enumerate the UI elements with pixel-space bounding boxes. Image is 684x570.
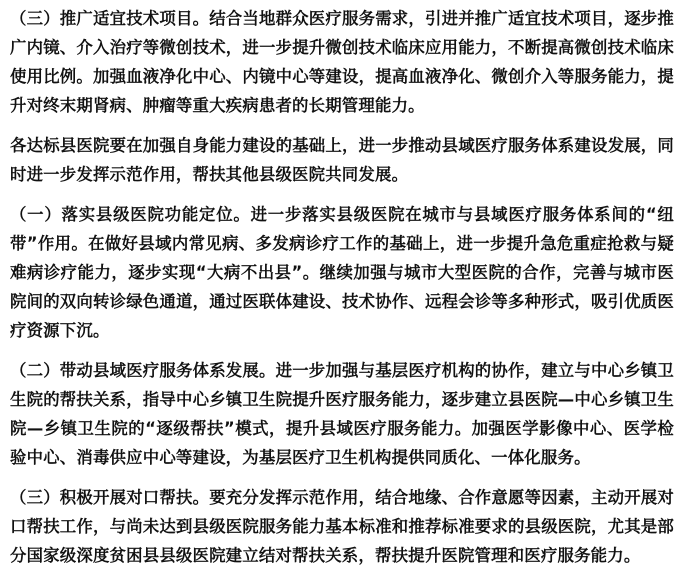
paragraph-paired-assistance: （三）积极开展对口帮扶。要充分发挥示范作用，结合地缘、合作意愿等因素，主动开展对口帮扶工作，与尚未达到县级医院服务能力基本标准和推荐标准要求的县级医院，尤其是部分国家级深度贫困县县级医院建立结对帮扶关系，帮扶提升医院管理和医疗服务能力。 <box>10 488 674 565</box>
paragraph-promote-appropriate-technology: （三）推广适宜技术项目。结合当地群众医疗服务需求，引进并推广适宜技术项目，逐步推广内镜、介入治疗等微创技术，进一步提升微创技术临床应用能力，不断提高微创技术临床使用比例。加强血液净化中心、内镜中心等建设，提高血液净化、微创介入等服务能力，提升对终末期肾病、肿瘤等重大疾病患者的长期管理能力。 <box>10 9 674 115</box>
paragraph-county-medical-system: （二）带动县域医疗服务体系发展。进一步加强与基层医疗机构的协作，建立与中心乡镇卫生院的帮扶关系，指导中心乡镇卫生院提升医疗服务能力，逐步建立县医院—中心乡镇卫生院—乡镇卫生院的“逐级帮扶”模式，提升县域医疗服务能力。加强医学影像中心、医学检验中心、消毒供应中心等建设，为基层医疗卫生机构提供同质化、一体化服务。 <box>10 361 674 467</box>
paragraph-county-hospital-role: （一）落实县级医院功能定位。进一步落实县级医院在城市与县域医疗服务体系间的“纽带”作用。在做好县域内常见病、多发病诊疗工作的基础上，进一步提升急危重症抢救与疑难病诊疗能力，逐步实现“大病不出县”。继续加强与城市大型医院的合作，完善与城市医院间的双向转诊绿色通道，通过医联体建设、技术协作、远程会诊等多种形式，吸引优质医疗资源下沉。 <box>10 205 674 340</box>
paragraph-standard-county-hospitals: 各达标县医院要在加强自身能力建设的基础上，进一步推动县域医疗服务体系建设发展，同时进一步发挥示范作用，帮扶其他县级医院共同发展。 <box>10 136 674 184</box>
document-body <box>10 4 674 570</box>
